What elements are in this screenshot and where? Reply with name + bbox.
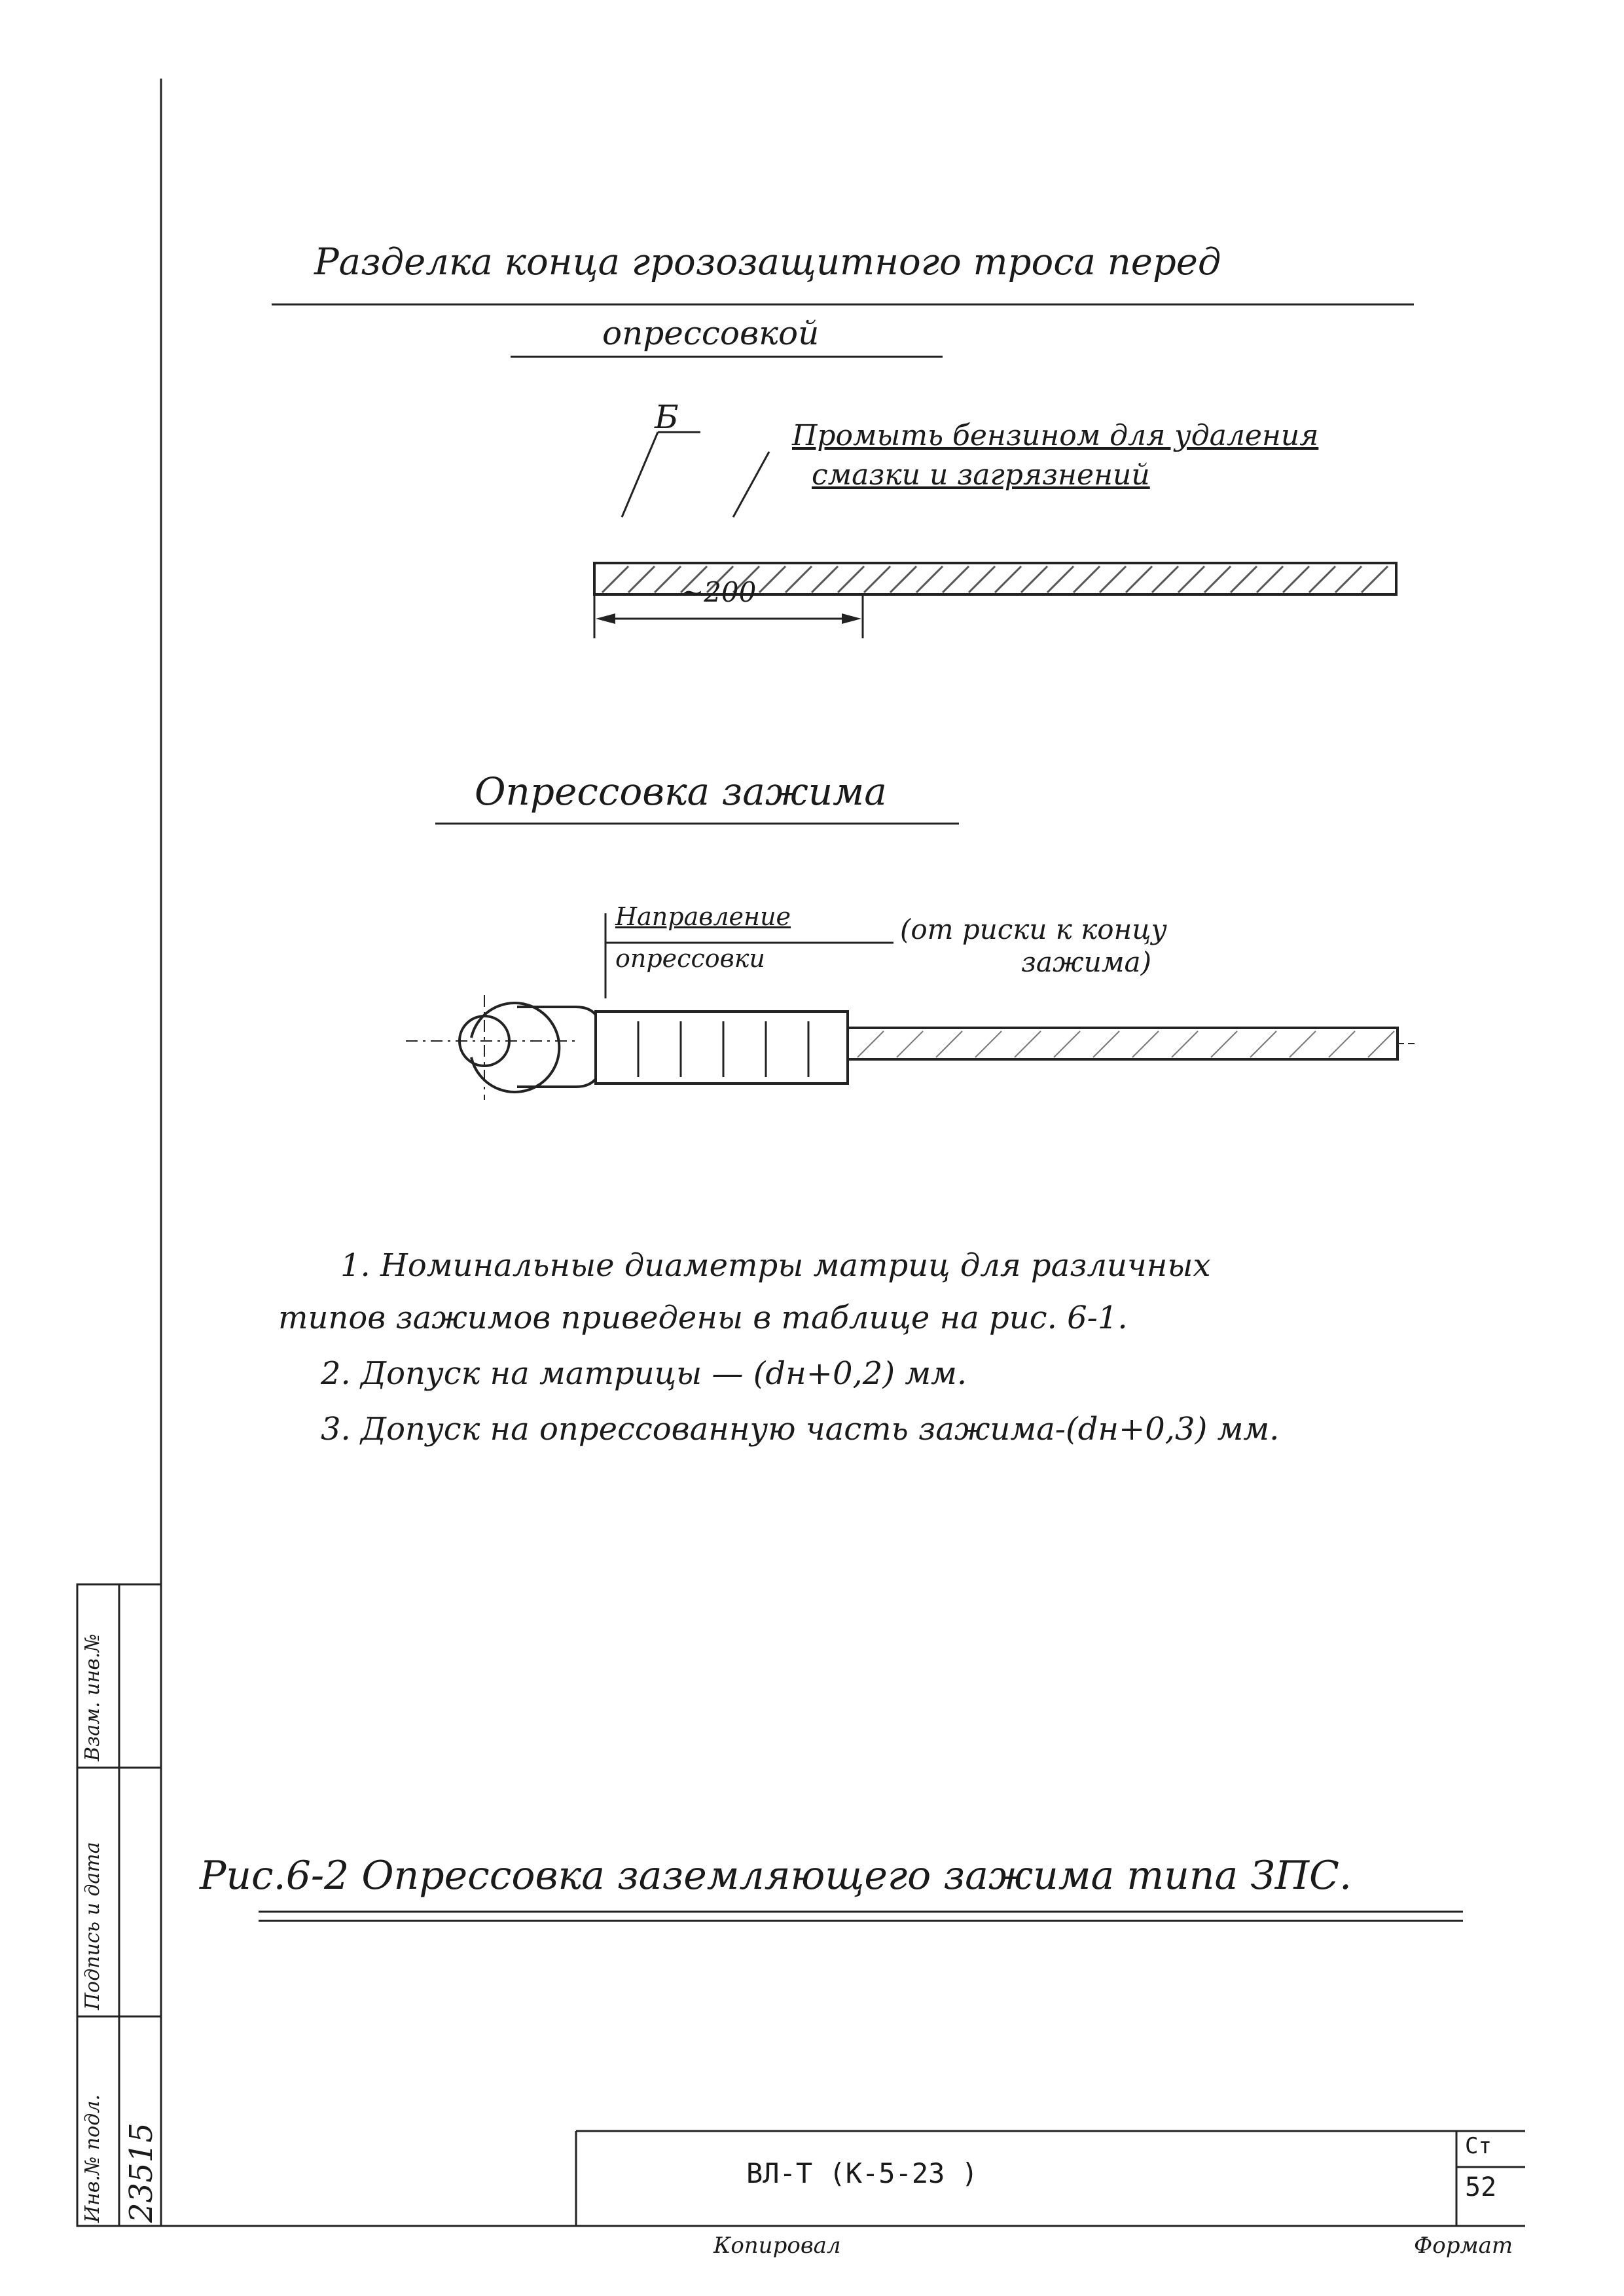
direction-note-line1: (от риски к концу	[900, 913, 1167, 945]
sheet-number: 52	[1465, 2172, 1497, 2202]
note-2: 2. Допуск на матрицы — (dн+0,2) мм.	[321, 1355, 967, 1392]
page-title-line1: Разделка конца грозозащитного троса перед	[314, 241, 1221, 283]
dimension-label: ~200	[681, 576, 757, 608]
wash-note-line2: смазки и загрязнений	[812, 458, 1150, 492]
direction-note-line2: зажима)	[1021, 946, 1151, 978]
figure-caption: Рис.6-2 Опрессовка заземляющего зажима типа ЗПС.	[200, 1853, 1352, 1899]
stamp-signature-date-label: Подпись и дата	[81, 1842, 104, 2010]
direction-label-line2: опрессовки	[615, 944, 765, 973]
direction-label-line1: Направление	[615, 902, 791, 931]
footer-format: Формат	[1414, 2232, 1513, 2259]
footer-copied-by: Копировал	[713, 2232, 841, 2259]
document-code: ВЛ-Т (К-5-23 )	[746, 2157, 979, 2189]
section-title-crimping: Опрессовка зажима	[475, 769, 887, 814]
note-1: 1. Номинальные диаметры матриц для различных	[340, 1247, 1211, 1284]
label-b: Б	[655, 398, 679, 436]
sheet-label: Ст	[1465, 2133, 1492, 2159]
page-title-line2: опрессовкой	[602, 314, 820, 352]
stamp-replacement-inv-label: Взам. инв.№	[81, 1633, 104, 1761]
note-3: 3. Допуск на опрессованную часть зажима-(dн+0,3) мм.	[321, 1411, 1280, 1448]
wash-note-line1: Промыть бензином для удаления	[792, 419, 1319, 452]
stamp-inv-original-label: Инв.№ подл.	[81, 2094, 104, 2223]
note-1-cont: типов зажимов приведены в таблице на рис. 6-1.	[278, 1300, 1128, 1336]
stamp-inv-number: 23515	[123, 2123, 160, 2223]
